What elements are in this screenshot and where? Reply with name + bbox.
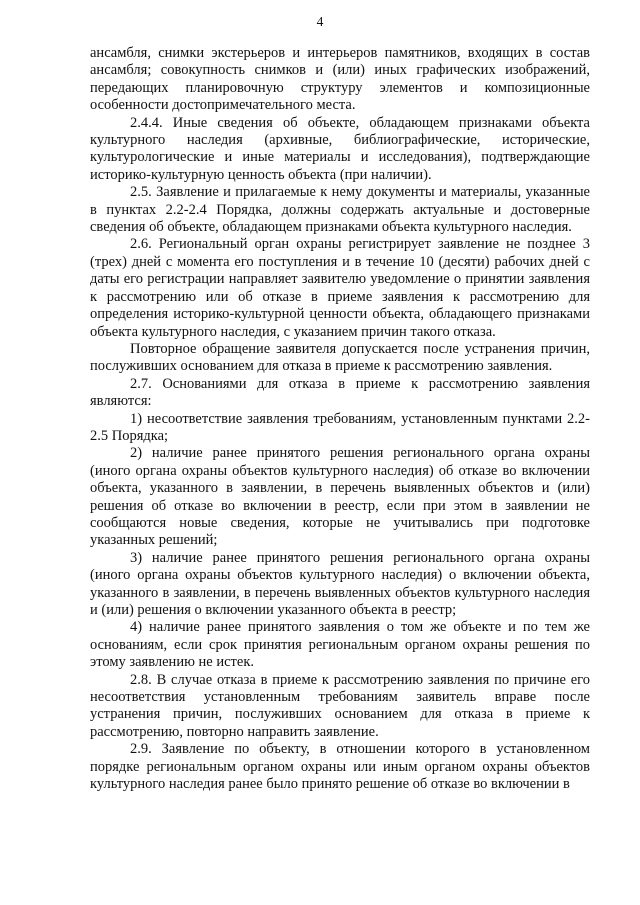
paragraph-2-7: 2.7. Основаниями для отказа в приеме к рассмотрению заявления являются:	[90, 375, 590, 410]
list-item-1: 1) несоответствие заявления требованиям, установленным пунктами 2.2-2.5 Порядка;	[90, 410, 590, 444]
paragraph-2-9: 2.9. Заявление по объекту, в отношении которого в установленном порядке региональным органом охраны или иным органом охраны объектов культурного наследия ранее было принято решение об отказе во включении в	[90, 741, 590, 793]
list-item-4: 4) наличие ранее принятого заявления о том же объекте и по тем же основаниям, если срок принятия региональным органом охраны решения по этому заявлению не истек.	[90, 619, 590, 671]
paragraph-2-6: 2.6. Региональный орган охраны регистрирует заявление не позднее 3 (трех) дней с момента его поступления и в течение 10 (десяти) рабочих дней с даты его регистрации направляет заявителю уведомление о принятии заявления к рассмотрению или об отказе в приеме заявления к рассмотрению для определения историко-культурной ценности объекта, обладающего признаками объекта культурного наследия, с указанием причин такого отказа.	[90, 236, 590, 340]
paragraph-continuation: ансамбля, снимки экстерьеров и интерьеров памятников, входящих в состав ансамбля; совокупность снимков и (или) иных графических изображений, передающих планировочную структуру элементов и композиционные особенности достопримечательного места.	[90, 45, 590, 114]
list-item-3: 3) наличие ранее принятого решения регионального органа охраны (иного органа охраны объектов культурного наследия) о включении объекта, указанного в заявлении, в перечень выявленных объектов культурного наследия и (или) решения о включении указанного объекта в реестр;	[90, 549, 590, 618]
list-item-2: 2) наличие ранее принятого решения регионального органа охраны (иного органа охраны объектов культурного наследия) об отказе во включении объекта, указанного в заявлении, в перечень выявленных объектов и (или) решения об отказе во включении в реестр, если при этом в заявлении не сообщаются новые сведения, которые не учитывались при подготовке указанных решений;	[90, 445, 590, 549]
paragraph-2-8: 2.8. В случае отказа в приеме к рассмотрению заявления по причине его несоответствия установленным требованиям заявитель вправе после устранения причин, послуживших основанием для отказа в приеме к рассмотрению, повторно направить заявление.	[90, 671, 590, 740]
paragraph-2-5: 2.5. Заявление и прилагаемые к нему документы и материалы, указанные в пунктах 2.2-2.4 Порядка, должны содержать актуальные и достоверные сведения об объекте, обладающем признаками объекта культурного наследия.	[90, 184, 590, 236]
page-number: 4	[316, 14, 324, 29]
paragraph-repeat-request: Повторное обращение заявителя допускается после устранения причин, послуживших основанием для отказа в приеме к рассмотрению заявления.	[90, 340, 590, 375]
document-body	[90, 45, 590, 793]
paragraph-2-4-4: 2.4.4. Иные сведения об объекте, обладающем признаками объекта культурного наследия (архивные, библиографические, исторические, культурологические и иные материалы и исследования), подтверждающие историко-культурную ценность объекта (при наличии).	[90, 114, 590, 183]
